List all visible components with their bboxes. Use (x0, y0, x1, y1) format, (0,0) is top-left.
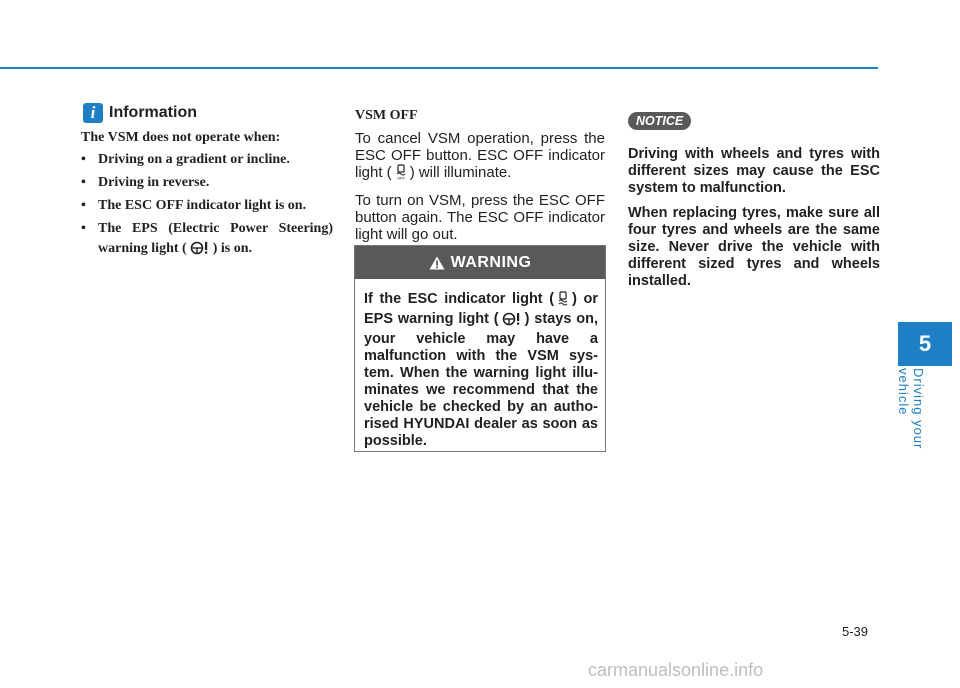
list-item (81, 219, 333, 262)
information-intro: The VSM does not operate when: (81, 130, 281, 145)
notice-section (628, 112, 880, 298)
warning-header (355, 246, 605, 279)
header-rule (0, 67, 878, 69)
vsm-off-para1-post: ) will illuminate. (409, 164, 512, 181)
information-section (81, 100, 333, 265)
esc-off-indicator-icon (395, 164, 407, 184)
notice-paragraph-2: When replacing tyres, make sure all four tyres and wheels are the same size. Never drive the vehicle with different sized tyres and wheels installed. (628, 205, 880, 289)
notice-paragraph-1: Driving with wheels and tyres with different sizes may cause the ESC system to malfunction. (628, 146, 880, 196)
warning-label: WARNING (450, 253, 532, 271)
list-item: • Driving in reverse. (81, 173, 333, 193)
watermark: carmanualsonline.info (588, 660, 764, 680)
information-title: Information (109, 104, 197, 121)
warning-triangle-icon (429, 256, 445, 270)
eps-warning-icon (190, 241, 210, 262)
vsm-off-heading: VSM OFF (355, 108, 418, 123)
notice-body (628, 146, 880, 290)
eps-warning-icon (502, 312, 522, 331)
list-item: • The ESC OFF indicator light is on. (81, 196, 333, 216)
information-body (81, 128, 333, 262)
eps-bullet-text-post: ) is on. (212, 241, 252, 256)
warning-text-c: ) stays on, your vehicle may have a malfunction with the VSM sys-tem. When the warning light illu-minates we recommend that the vehicle be checked by an autho-rised HYUNDAI dealer as soon as possible. (364, 311, 598, 449)
chapter-number-tab: 5 (898, 322, 952, 366)
warning-text (355, 279, 605, 450)
esc-indicator-icon (557, 291, 569, 311)
eps-bullet-text-pre: The EPS (Electric Power Steering) warning light ( (98, 221, 333, 256)
chapter-title: Driving your vehicle (896, 368, 926, 450)
page-number: 5-39 (842, 624, 869, 639)
warning-text-a: If the ESC indicator light ( (364, 291, 555, 307)
vsm-off-paragraph-2: To turn on VSM, press the ESC OFF button again. The ESC OFF indicator light will go out. (355, 192, 605, 243)
vsm-off-paragraph-1 (355, 130, 605, 184)
warning-text-b: ) or EPS warning light ( (364, 291, 598, 327)
information-list (81, 150, 333, 262)
information-header (81, 100, 333, 126)
vsm-off-para1-pre: To cancel VSM operation, press the ESC OFF button. ESC OFF indicator light ( (355, 130, 605, 181)
notice-badge: NOTICE (628, 112, 691, 130)
svg-text:OFF: OFF (396, 175, 405, 180)
info-icon: i (83, 103, 103, 123)
vsm-off-section (355, 108, 605, 251)
list-item: • Driving on a gradient or incline. (81, 150, 333, 170)
warning-box (354, 245, 606, 452)
